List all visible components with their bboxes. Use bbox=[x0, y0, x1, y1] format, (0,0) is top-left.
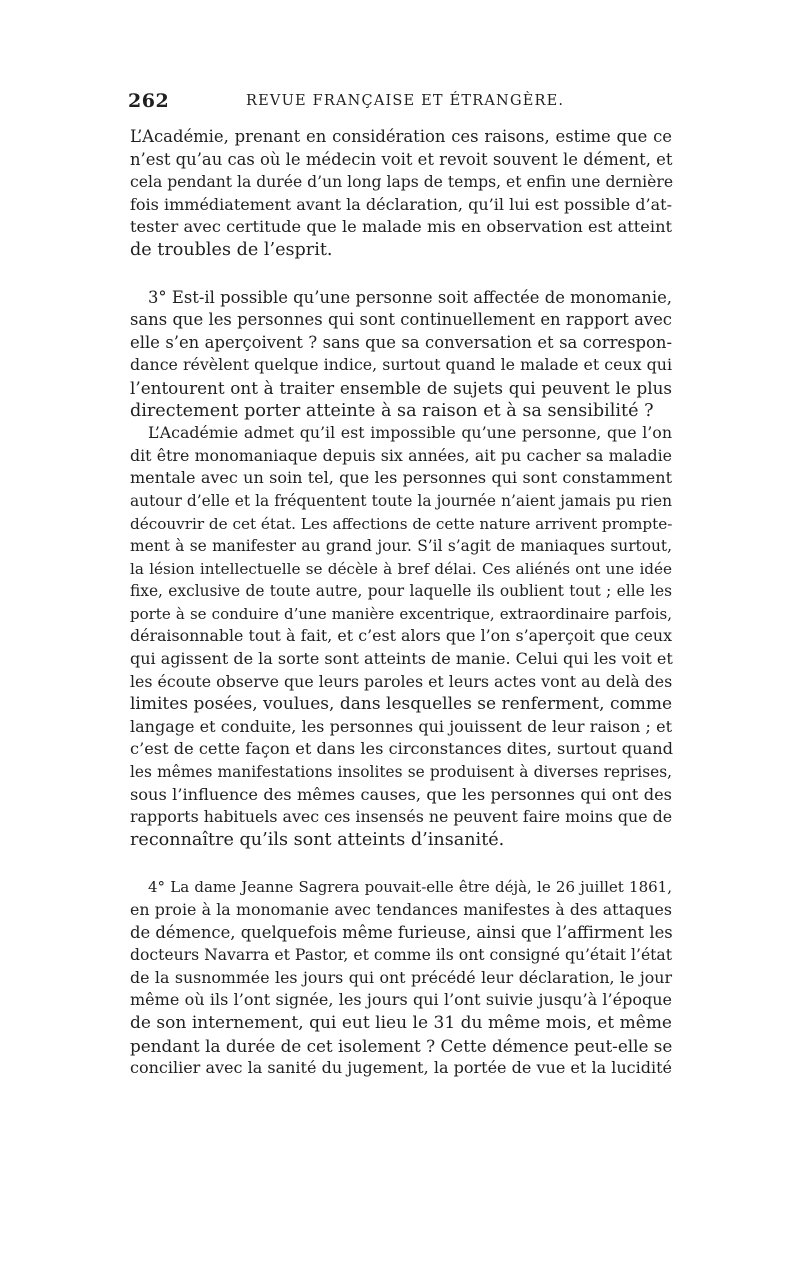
text-line: reconnaître qu’ils sont atteints d’insanité. bbox=[130, 829, 505, 850]
text-line: elle s’en aperçoivent ? sans que sa conversation et sa correspon- bbox=[130, 332, 672, 352]
text-line: limites posées, voulues, dans lesquelles se renferment, comme bbox=[130, 694, 672, 715]
text-line: autour d’elle et la fréquentent toute la journée n’aient jamais pu rien bbox=[130, 491, 672, 510]
text-line: dit être monomaniaque depuis six années, ait pu cacher sa maladie bbox=[130, 445, 672, 465]
text-line: 3° Est-il possible qu’une personne soit affectée de monomanie, bbox=[148, 287, 672, 307]
text-line: fixe, exclusive de toute autre, pour laquelle ils oublient tout ; elle les bbox=[130, 582, 672, 601]
text-line: fois immédiatement avant la déclaration, qu’il lui est possible d’at- bbox=[130, 194, 672, 214]
text-line: L’Académie admet qu’il est impossible qu’une personne, que l’on bbox=[148, 423, 672, 443]
text-line: de troubles de l’esprit. bbox=[130, 239, 333, 260]
text-line: qui agissent de la sorte sont atteints de manie. Celui qui les voit et bbox=[130, 649, 673, 669]
page-header bbox=[128, 90, 671, 118]
text-line: pendant la durée de cet isolement ? Cette démence peut-elle se bbox=[130, 1035, 673, 1056]
text-line: ment à se manifester au grand jour. S’il s’agit de maniaques surtout, bbox=[130, 537, 672, 556]
text-line: 4° La dame Jeanne Sagrera pouvait-elle être déjà, le 26 juillet 1861, bbox=[148, 878, 672, 897]
text-line: sous l’influence des mêmes causes, que les personnes qui ont des bbox=[130, 784, 672, 804]
body-text bbox=[130, 126, 672, 1080]
text-line: de son internement, qui eut lieu le 31 du même mois, et même bbox=[130, 1012, 672, 1033]
text-line: de démence, quelquefois même furieuse, ainsi que l’affirment les bbox=[130, 922, 673, 942]
paragraph-question-4 bbox=[130, 876, 672, 1079]
text-line: rapports habituels avec ces insensés ne peuvent faire moins que de bbox=[130, 807, 673, 827]
text-line: docteurs Navarra et Pastor, et comme ils ont consigné qu’était l’état bbox=[130, 946, 672, 965]
text-line: porte à se conduire d’une manière excentrique, extraordinaire parfois, bbox=[130, 604, 672, 623]
paragraph-academie-conclusion bbox=[130, 126, 672, 262]
text-line: c’est de cette façon et dans les circonstances dites, surtout quand bbox=[130, 739, 674, 759]
paragraph-answer-3 bbox=[130, 422, 672, 851]
text-line: même où ils l’ont signée, les jours qui l’ont suivie jusqu’à l’époque bbox=[130, 990, 672, 1010]
text-line: mentale avec un soin tel, que les personnes qui sont constamment bbox=[130, 468, 672, 488]
text-line: en proie à la monomanie avec tendances manifestes à des attaques bbox=[130, 900, 672, 919]
running-title: REVUE FRANÇAISE ET ÉTRANGÈRE. bbox=[246, 93, 565, 109]
text-line: dance révèlent quelque indice, surtout quand le malade et ceux qui bbox=[130, 355, 672, 375]
text-line: la lésion intellectuelle se décèle à bref délai. Ces aliénés ont une idée bbox=[130, 559, 672, 578]
paragraph-question-3 bbox=[130, 287, 672, 423]
page-number: 262 bbox=[128, 90, 170, 112]
text-line: langage et conduite, les personnes qui jouissent de leur raison ; et bbox=[130, 716, 672, 736]
text-line: sans que les personnes qui sont continuellement en rapport avec bbox=[130, 310, 672, 330]
text-line: tester avec certitude que le malade mis en observation est atteint bbox=[130, 217, 672, 237]
text-line: les écoute observe que leurs paroles et leurs actes vont au delà des bbox=[130, 671, 673, 691]
text-line: n’est qu’au cas où le médecin voit et revoit souvent le dément, et bbox=[130, 149, 673, 169]
text-line: L’Académie, prenant en considération ces raisons, estime que ce bbox=[130, 127, 672, 146]
text-line: les mêmes manifestations insolites se produisent à diverses reprises, bbox=[130, 763, 672, 782]
text-line: concilier avec la sanité du jugement, la portée de vue et la lucidité bbox=[130, 1058, 672, 1078]
text-line: directement porter atteinte à sa raison et à sa sensibilité ? bbox=[130, 400, 654, 421]
text-line: de la susnommée les jours qui ont précédé leur déclaration, le jour bbox=[130, 967, 672, 987]
text-line: découvrir de cet état. Les affections de cette nature arrivent prompte- bbox=[130, 514, 673, 533]
text-line: déraisonnable tout à fait, et c’est alors que l’on s’aperçoit que ceux bbox=[130, 626, 672, 646]
text-line: cela pendant la durée d’un long laps de temps, et enfin une dernière bbox=[130, 173, 674, 192]
text-line: l’entourent ont à traiter ensemble de sujets qui peuvent le plus bbox=[130, 377, 672, 398]
